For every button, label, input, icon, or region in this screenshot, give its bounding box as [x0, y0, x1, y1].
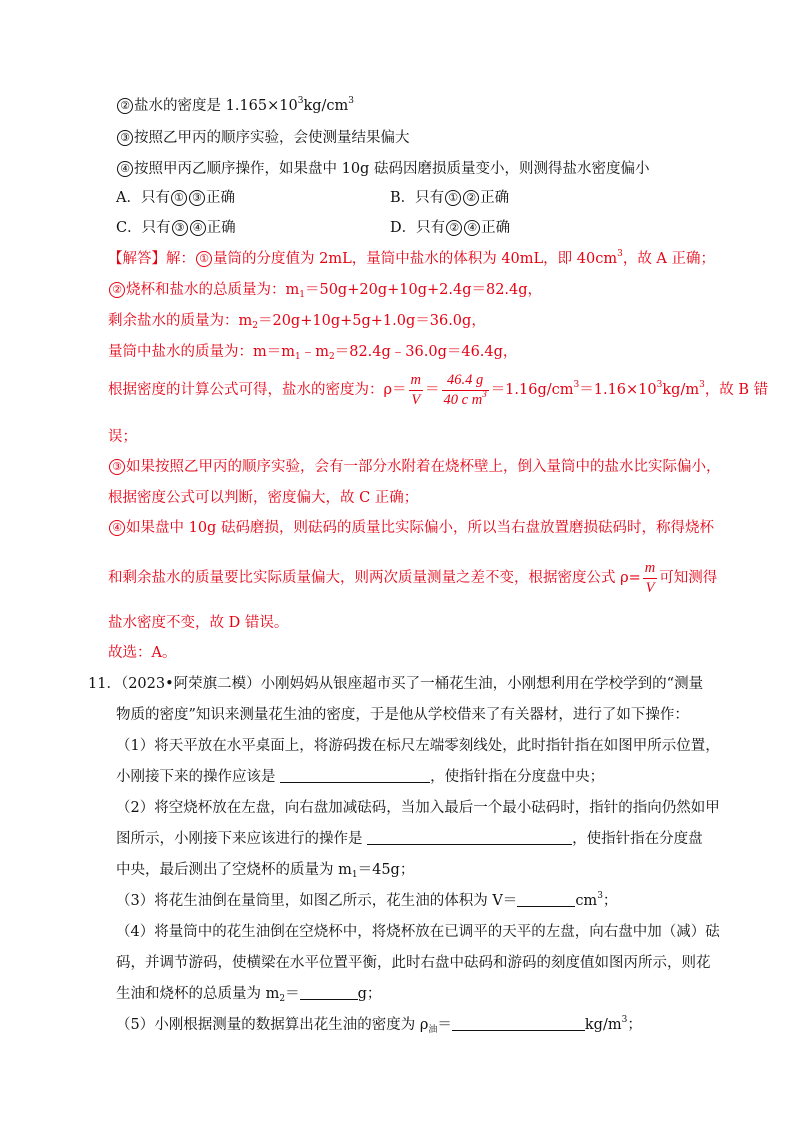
fraction-numerator: m — [643, 559, 657, 579]
question-text: ＝ — [437, 1017, 452, 1033]
superscript: 3 — [482, 388, 487, 399]
circled-number: ① — [196, 251, 212, 267]
option-3 — [116, 128, 410, 148]
question-text: （2023•阿荣旗二模）小刚妈妈从银座超市买了一桶花生油，小刚想利用在学校学到的“测量 — [120, 676, 704, 692]
answer-text: 根据密度的计算公式可得，盐水的密度为：ρ＝ — [108, 382, 407, 398]
question-text: ，使指针指在分度盘 — [572, 831, 703, 847]
circled-number: ③ — [172, 220, 188, 236]
circled-number: ③ — [109, 459, 125, 475]
subscript: 2 — [279, 994, 286, 1004]
subscript: 油 — [428, 1025, 438, 1035]
choice-b[interactable] — [390, 188, 509, 208]
question-text: （3）将花生油倒在量筒里，如图乙所示，花生油的体积为 V＝ — [116, 893, 518, 909]
fraction-denominator: V — [645, 579, 655, 596]
choice-text: 只有 — [140, 190, 170, 206]
question-11-line-2 — [116, 705, 689, 725]
question-text: 图所示，小刚接下来应该进行的操作是 — [116, 831, 363, 847]
answer-blank-2[interactable] — [367, 830, 572, 845]
answer-blank-1[interactable] — [280, 768, 430, 783]
answer-text: 可知测得 — [659, 570, 718, 586]
question-text: （1）将天平放在水平桌面上，将游码拨在标尺左端零刻线处，此时指针指在如图甲所示位置， — [116, 738, 720, 754]
subscript: 2 — [252, 321, 258, 331]
circled-number: ② — [109, 282, 125, 298]
subscript: 1 — [351, 870, 358, 880]
answer-text: 如果按照乙甲丙的顺序实验，会有一部分水附着在烧杯壁上，倒入量筒中的盐水比实际偏小， — [126, 459, 721, 475]
circled-number: ③ — [117, 130, 133, 146]
circled-number: ② — [117, 98, 133, 114]
choice-label: B． — [390, 190, 416, 206]
answer-line-11 — [108, 613, 288, 633]
answer-blank-4[interactable] — [300, 985, 358, 1000]
subscript: 1 — [295, 352, 301, 362]
answer-text: 盐水密度不变，故 D 错误。 — [108, 615, 289, 631]
choice-text: 正确 — [205, 190, 235, 206]
question-text: （4）将量筒中的花生油倒在空烧杯中，将烧杯放在已调平的天平的左盘，向右盘中加（减）砝 — [116, 924, 720, 940]
step-2-line-3 — [116, 860, 414, 880]
answer-line-6 — [108, 427, 137, 447]
circled-number: ④ — [109, 520, 125, 536]
question-text: 中央，最后测出了空烧杯的质量为 m — [116, 862, 352, 878]
step-4-line-3 — [116, 984, 381, 1004]
answer-line-5 — [108, 370, 768, 410]
circled-number: ① — [445, 190, 461, 206]
step-3-line — [116, 891, 617, 911]
question-text: ，使指针指在分度盘中央； — [430, 769, 605, 785]
superscript: 3 — [621, 1015, 628, 1025]
choice-label: C． — [116, 220, 142, 236]
question-11-line-1 — [88, 674, 703, 694]
answer-text: 烧杯和盐水的总质量为：m — [126, 282, 300, 298]
choice-label: D． — [390, 220, 417, 236]
answer-text: 量筒中盐水的质量为：m＝m — [108, 344, 295, 360]
answer-text: ﹣m — [300, 344, 329, 360]
answer-text: ＝1.16g/cm — [490, 382, 574, 398]
answer-line-10 — [108, 558, 717, 598]
answer-line-8 — [108, 488, 418, 508]
option-text: 按照乙甲丙的顺序实验，会使测量结果偏大 — [134, 130, 410, 146]
step-5-line — [116, 1015, 642, 1035]
step-1-line-1 — [116, 736, 720, 756]
superscript: 3 — [297, 96, 304, 106]
fraction-denominator-text: 40 c m — [443, 391, 483, 408]
choice-text: 正确 — [206, 220, 236, 236]
answer-text: ＝50g+20g+10g+2.4g＝82.4g， — [304, 282, 543, 298]
answer-line-7 — [108, 457, 721, 477]
subscript: 1 — [299, 290, 305, 300]
question-text: ； — [627, 1017, 642, 1033]
unit-text: cm — [575, 893, 598, 909]
answer-blank-5[interactable] — [452, 1016, 585, 1031]
answer-text: 根据密度公式可以判断，密度偏大，故 C 正确； — [108, 490, 419, 506]
fraction-numerator: m — [409, 371, 423, 391]
fraction-denominator: V — [411, 391, 421, 408]
question-text: 码，并调节游码，使横梁在水平位置平衡，此时右盘中砝码和游码的刻度值如图丙所示，则花 — [116, 955, 711, 971]
choice-text: 只有 — [141, 220, 171, 236]
answer-text: ，故 B 错 — [704, 382, 769, 398]
answer-tag: 【解答】 — [108, 251, 166, 267]
step-2-line-1 — [116, 798, 720, 818]
question-text: （5）小刚根据测量的数据算出花生油的密度为 ρ — [116, 1017, 429, 1033]
superscript: 3 — [348, 96, 355, 106]
fraction-numerator: 46.4 g — [442, 371, 489, 391]
fraction-denominator — [442, 388, 489, 410]
superscript: 3 — [699, 380, 705, 390]
choice-text: 只有 — [416, 220, 446, 236]
circled-number: ④ — [117, 161, 133, 177]
circled-number: ① — [171, 190, 187, 206]
answer-line-12 — [108, 643, 176, 663]
answer-text: ＝20g+10g+5g+1.0g＝36.0g， — [257, 313, 486, 329]
step-1-line-2 — [116, 767, 604, 787]
circled-number: ② — [463, 190, 479, 206]
circled-number: ③ — [189, 190, 205, 206]
answer-text: 故选：A。 — [108, 645, 177, 661]
step-2-line-2 — [116, 829, 703, 849]
answer-text: 量筒的分度值为 2mL，量筒中盐水的体积为 40mL，即 40cm — [213, 251, 618, 267]
question-text: ＝45g； — [357, 862, 415, 878]
circled-number: ④ — [464, 220, 480, 236]
step-4-line-1 — [116, 922, 720, 942]
answer-line-2 — [108, 280, 542, 300]
formula-fraction — [442, 371, 489, 410]
answer-text: ＝ — [425, 382, 440, 398]
option-text: 按照甲丙乙顺序操作，如果盘中 10g 砝码因磨损质量变小，则测得盐水密度偏小 — [134, 161, 650, 177]
circled-number: ② — [446, 220, 462, 236]
choice-label: A． — [116, 190, 141, 206]
answer-line-1 — [108, 249, 715, 269]
question-number: 11． — [88, 676, 121, 692]
step-4-line-2 — [116, 953, 711, 973]
answer-text: 误； — [108, 429, 137, 445]
unit-text: kg/m — [584, 1017, 622, 1033]
choice-c[interactable] — [116, 218, 236, 238]
subscript: 2 — [328, 352, 335, 362]
question-text: （2）将空烧杯放在左盘，向右盘加减砝码，当加入最后一个最小砝码时，指针的指向仍然如甲 — [116, 800, 720, 816]
answer-text: 如果盘中 10g 砝码磨损，则砝码的质量比实际偏小，所以当右盘放置磨损砝码时，称得烧杯 — [126, 520, 714, 536]
unit-text: g； — [357, 986, 382, 1002]
superscript: 3 — [617, 249, 623, 259]
question-text: 小刚接下来的操作应该是 — [116, 769, 276, 785]
choice-text: 只有 — [415, 190, 445, 206]
superscript: 3 — [573, 380, 580, 390]
option-text: kg/cm — [303, 98, 349, 114]
question-text: 生油和烧杯的总质量为 m — [116, 986, 280, 1002]
answer-text: 和剩余盐水的质量要比实际质量偏大，则两次质量测量之差不变，根据密度公式 ρ= — [108, 570, 641, 586]
answer-text: kg/m — [662, 382, 700, 398]
answer-line-3 — [108, 311, 486, 331]
choice-text: 正确 — [481, 220, 511, 236]
answer-text: ＝82.4g﹣36.0g＝46.4g， — [334, 344, 518, 360]
answer-text: 剩余盐水的质量为：m — [108, 313, 253, 329]
answer-text: ＝1.16×10 — [579, 382, 657, 398]
formula-fraction — [409, 371, 423, 410]
answer-blank-3[interactable] — [517, 892, 575, 907]
answer-line-9 — [108, 518, 714, 538]
answer-text: ，故 A 正确； — [622, 251, 716, 267]
question-text: ＝ — [285, 986, 300, 1002]
choice-d[interactable] — [390, 218, 510, 238]
circled-number: ④ — [190, 220, 206, 236]
answer-line-4 — [108, 342, 517, 362]
answer-text: 解： — [166, 251, 195, 267]
question-text: 物质的密度”知识来测量花生油的密度，于是他从学校借来了有关器材，进行了如下操作： — [116, 707, 689, 723]
question-text: ； — [602, 893, 618, 909]
superscript: 3 — [597, 891, 603, 901]
option-4 — [116, 159, 649, 179]
choice-text: 正确 — [480, 190, 510, 206]
formula-fraction — [643, 559, 657, 598]
option-2 — [116, 96, 354, 116]
choice-a[interactable] — [116, 188, 235, 208]
option-text: 盐水的密度是 1.165×10 — [134, 98, 298, 114]
superscript: 3 — [656, 380, 663, 390]
